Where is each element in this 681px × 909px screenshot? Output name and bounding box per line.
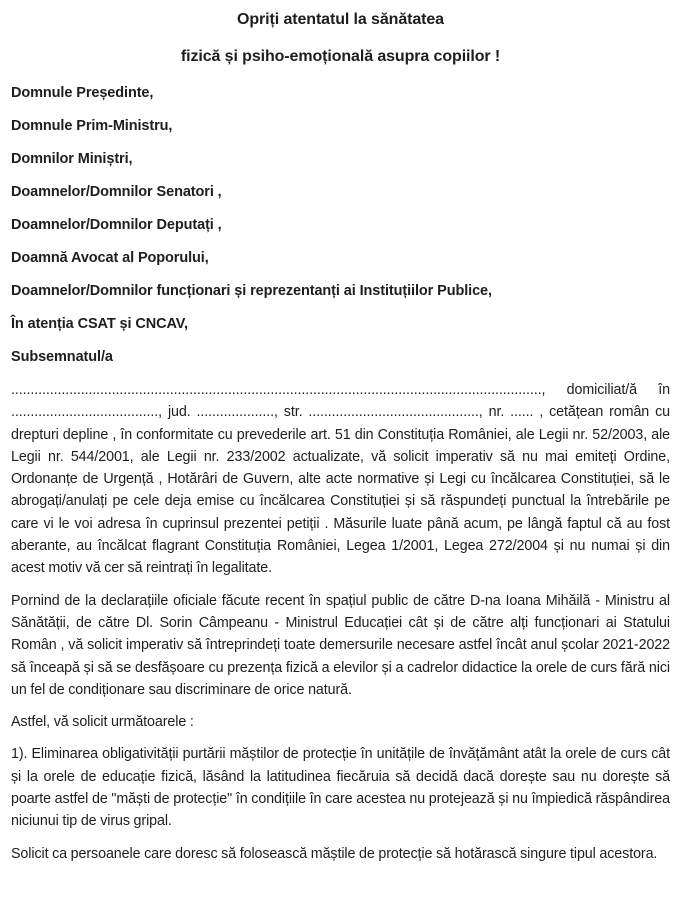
- paragraph-official-statements: Pornind de la declarațiile oficiale făcute recent în spațiul public de către D-na Ioana Mihăilă - Ministru al Sănătății, de către Dl. Sorin Câmpeanu - Ministrul Educației cât și de către alți funcționari ai Statului Român , vă solicit imperativ să întreprindeți toate demersurile necesare astfel încât anul școlar 2021-2022 să înceapă și să se desfășoare cu prezența fizică a elevilor și a cadrelor didactice la orele de curs fără nici un fel de condiționare sau discriminare de orice natură.: [11, 592, 670, 698]
- paragraph-petitioner-details: ........................................................................................................................................., domiciliat/ă în ......................................, jud. ...................., str. ............................................, nr. ...... , cetățean român cu drepturi depline , în conformitate cu prevederile art. 51 din Constituția României, ale Legii nr. 52/2003, ale Legii nr. 544/2001, ale Legii nr. 233/2002 actualizate, vă solicit imperativ să nu mai emiteți Ordine, Ordonanțe de Urgență , Hotărâri de Guvern, alte acte normative și Legi cu încălcarea Constituției, să le abrogați/anulați pe cele deja emise cu încălcarea Constituției și să răspundeți punctual la întrebările pe care vi le voi adresa în cuprinsul prezentei petiții . Măsurile luate până acum, pe lângă faptul că au fost aberante, au încălcat flagrant Constituția României, Legea 1/2001, Legea 272/2004 și nu numai și din acest motiv vă cer să reintrați în legalitate.: [11, 382, 670, 577]
- paragraph-request-intro: Astfel, vă solicit următoarele :: [11, 714, 194, 731]
- salutation-president: Domnule Președinte,: [11, 85, 154, 101]
- document-title-line2: fizică și psiho-emoțională asupra copiilor !: [180, 48, 501, 65]
- paragraph-mask-choice: Solicit ca persoanele care doresc să folosească măștile de protecție să hotărască singure tipul acestora.: [11, 845, 658, 862]
- salutation-csat-cncav: În atenția CSAT și CNCAV,: [11, 316, 188, 332]
- salutation-undersigned: Subsemnatul/a: [11, 349, 113, 365]
- salutation-ministers: Domnilor Miniștri,: [11, 151, 133, 167]
- body-paragraphs: [11, 379, 670, 865]
- salutation-senators: Doamnelor/Domnilor Senatori ,: [11, 184, 222, 200]
- salutation-ombudsman: Doamnă Avocat al Poporului,: [11, 250, 209, 266]
- salutation-prime-minister: Domnule Prim-Ministru,: [11, 118, 173, 134]
- paragraph-request-1: 1). Eliminarea obligativității purtării măștilor de protecție în unitățile de învățământ atât la orele de curs cât și la orele de educație fizică, lăsând la latitudinea fiecăruia să decidă dacă dorește sau nu dorește să poarte astfel de "măști de protecție" în condițiile în care acestea nu protejează și nu împiedică răspândirea niciunui tip de virus gripal.: [11, 746, 670, 830]
- salutation-deputies: Doamnelor/Domnilor Deputați ,: [11, 217, 222, 233]
- document-header: [11, 8, 670, 68]
- salutation-public-officials: Doamnelor/Domnilor funcționari și reprezentanți ai Instituțiilor Publice,: [11, 283, 492, 299]
- document-title-line1: Opriți atentatul la sănătatea: [237, 11, 444, 28]
- salutation-list: [11, 82, 670, 369]
